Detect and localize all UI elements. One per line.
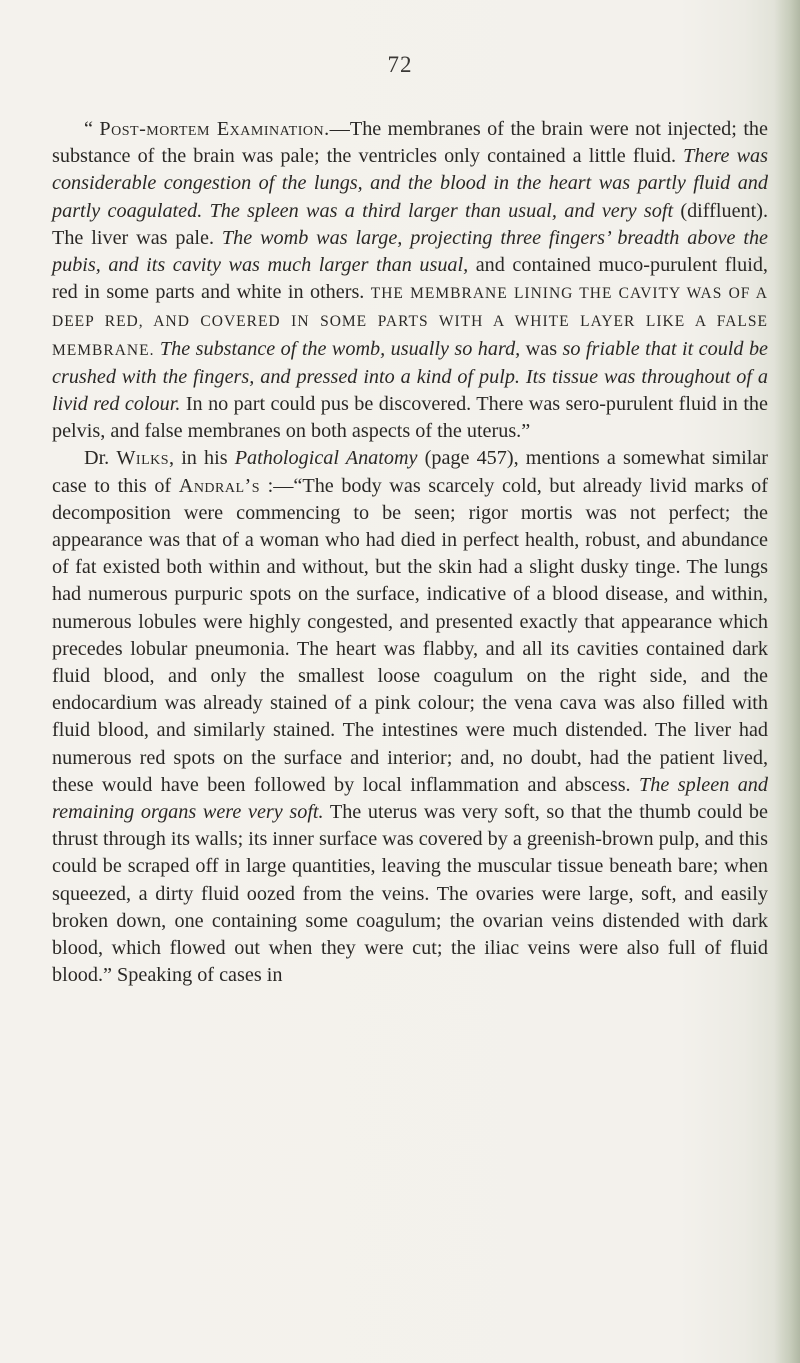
page-number: 72 (387, 52, 413, 77)
italic-run: The spleen and remaining organs were very soft. (52, 773, 768, 824)
text-run: (page 457), mentions a somewhat similar case to this of (52, 447, 769, 497)
text-run: :—“The body was scarcely cold, but already livid marks of decomposition were commencing to be seen; rigor mortis was not perfect; the appearance was that of a woman who had died in perfect health, robust, and abundance of fat existed both within and without, but the skin had a slight dusky tinge. The lungs had numerous purpuric spots on the surface, indicative of a blood disease, and within, numerous lobules were highly congested, and presented exactly that appearance which precedes lobular pneumonia. The heart was flabby, and all its cavities contained dark fluid blood, and only the smallest loose coagulum on the right side, and the endocardium was already stained of a pink colour; the vena cava was also filled with fluid blood, and similarly stained. The intestines were much distended. The liver had numerous red spots on the surface and interior; and, no doubt, had the patient lived, these would have been followed by local inflammation and abscess. (52, 474, 768, 796)
text-run: was (520, 337, 563, 360)
page-edge-shadow (774, 0, 800, 1363)
section-heading: Post-mortem Examination. (99, 118, 330, 140)
paragraph-wilks (52, 445, 768, 989)
text-run: In no part could pus be discovered. There was sero-purulent fluid in the pelvis, and false membranes on both aspects of the uterus.” (52, 393, 768, 443)
italic-run: There was considerable congestion of the lungs, and the blood in the heart was partly fluid and partly coagulated. The spleen was a third larger than usual, and very soft (52, 145, 768, 222)
text-run: The uterus was very soft, so that the thumb could be thrust through its walls; its inner surface was covered by a greenish-brown pulp, and this could be scraped off in large quantities, leaving the muscular tissue beneath bare; when squeezed, a dirty fluid oozed from the veins. The ovaries were large, soft, and easily broken down, one containing some coagulum; the ovarian veins distended with dark blood, which flowed out when they were cut; the iliac veins were also full of fluid blood.” Speaking of cases in (52, 801, 768, 987)
italic-run: so friable that it could be crushed with the fingers, and pressed into a kind of pulp. Its tissue was throughout of a livid red colour. (52, 337, 768, 416)
text-run: —The membranes of the brain were not injected; the substance of the brain was pale; the ventricles only contained a little fluid. (52, 118, 768, 168)
author-name: Andral’s (178, 474, 261, 497)
italic-run: The substance of the womb, usually so hard, (159, 337, 521, 360)
opening-quote: “ (84, 118, 100, 140)
body-text (52, 116, 768, 990)
text-run: Dr. (84, 447, 117, 470)
text-run: (diffluent). The liver was pale. (52, 199, 769, 249)
author-name: Wilks (116, 447, 170, 470)
text-run: and contained muco-purulent fluid, red in some parts and white in others. (52, 254, 768, 304)
book-title: Pathological Anatomy (234, 447, 418, 470)
capitals-emphasis: THE MEMBRANE LINING THE CAVITY WAS OF A DEEP RED, AND COVERED IN SOME PARTS WITH A WHITE LAYER LIKE A FALSE MEMBRANE. (52, 285, 768, 359)
italic-run: The womb was large, projecting three fingers’ breadth above the pubis, and its cavity was much larger than usual, (52, 226, 768, 277)
paragraph-postmortem (52, 116, 768, 445)
text-run: , in his (169, 447, 235, 470)
